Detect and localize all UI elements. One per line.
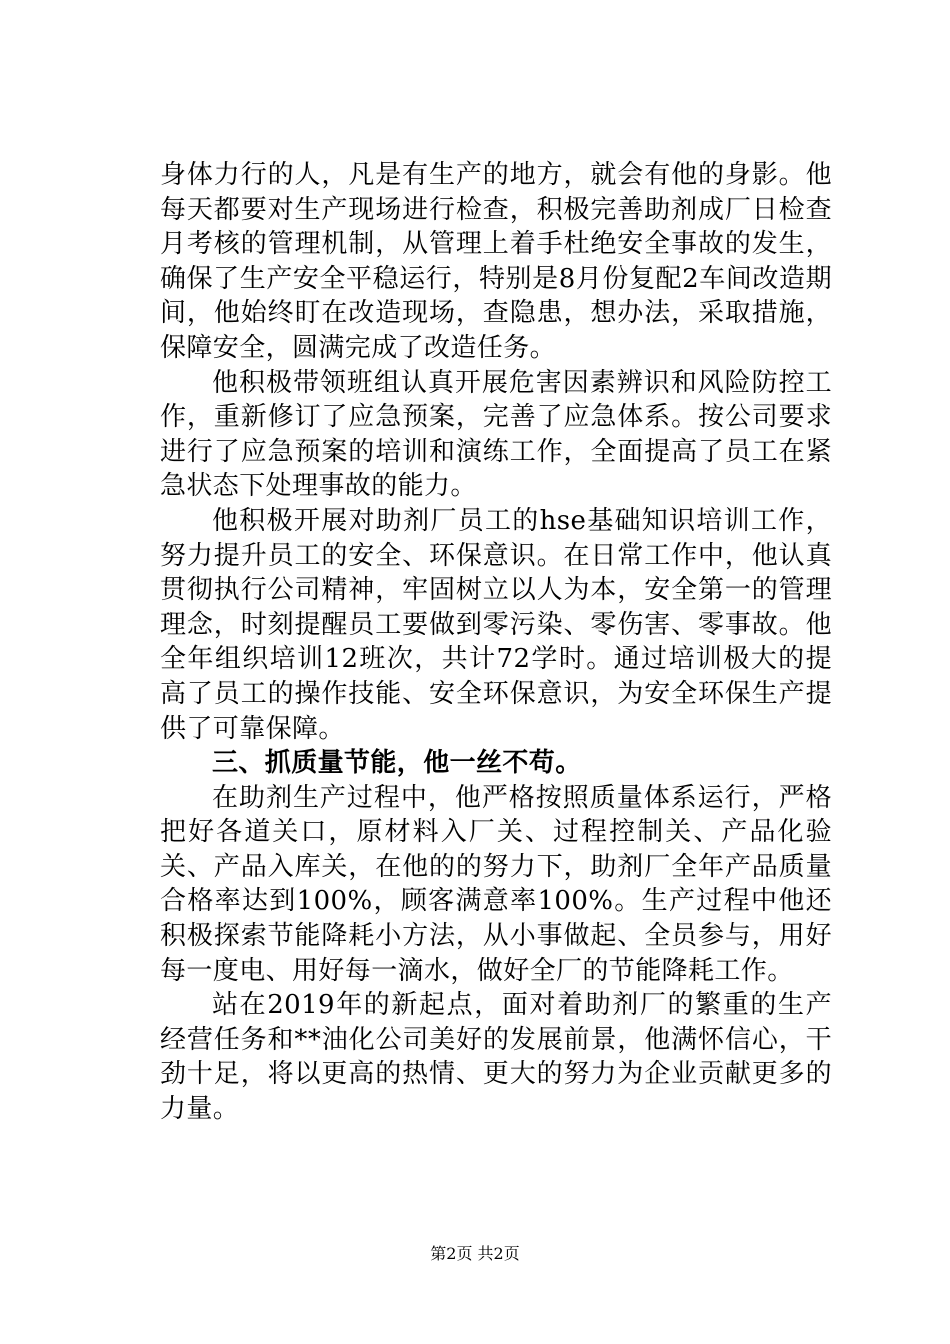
paragraph-5: 在助剂生产过程中，他严格按照质量体系运行，严格把好各道关口，原材料入厂关、过程控制关、产品化验关、产品入库关，在他的的努力下，助剂厂全年产品质量合格率达到100%，顾客满意率100%。生产过程中他还积极探索节能降耗小方法，从小事做起、全员参与，用好每一度电、用好每一滴水，做好全厂的节能降耗工作。 [160, 782, 832, 986]
paragraph-6: 站在2019年的新起点，面对着助剂厂的繁重的生产经营任务和**油化公司美好的发展前景，他满怀信心，干劲十足，将以更高的热情、更大的努力为企业贡献更多的力量。 [160, 990, 832, 1125]
paragraph-1: 身体力行的人，凡是有生产的地方，就会有他的身影。他每天都要对生产现场进行检查，积极完善助剂成厂日检查月考核的管理机制，从管理上着手杜绝安全事故的发生，确保了生产安全平稳运行，特别是8月份复配2车间改造期间，他始终盯在改造现场，查隐患，想办法，采取措施，保障安全，圆满完成了改造任务。 [160, 160, 832, 363]
paragraph-3: 他积极开展对助剂厂员工的hse基础知识培训工作，努力提升员工的安全、环保意识。在日常工作中，他认真贯彻执行公司精神，牢固树立以人为本，安全第一的管理理念，时刻提醒员工要做到零污染、零伤害、零事故。他全年组织培训12班次，共计72学时。通过培训极大的提高了员工的操作技能、安全环保意识，为安全环保生产提供了可靠保障。 [160, 505, 832, 744]
document-body [160, 158, 832, 1127]
section-heading: 三、抓质量节能，他一丝不苟。 [212, 748, 582, 779]
page-footer: 第2页 共2页 [430, 1244, 520, 1263]
paragraph-2: 他积极带领班组认真开展危害因素辨识和风险防控工作，重新修订了应急预案，完善了应急体系。按公司要求进行了应急预案的培训和演练工作，全面提高了员工在紧急状态下处理事故的能力。 [160, 367, 832, 502]
